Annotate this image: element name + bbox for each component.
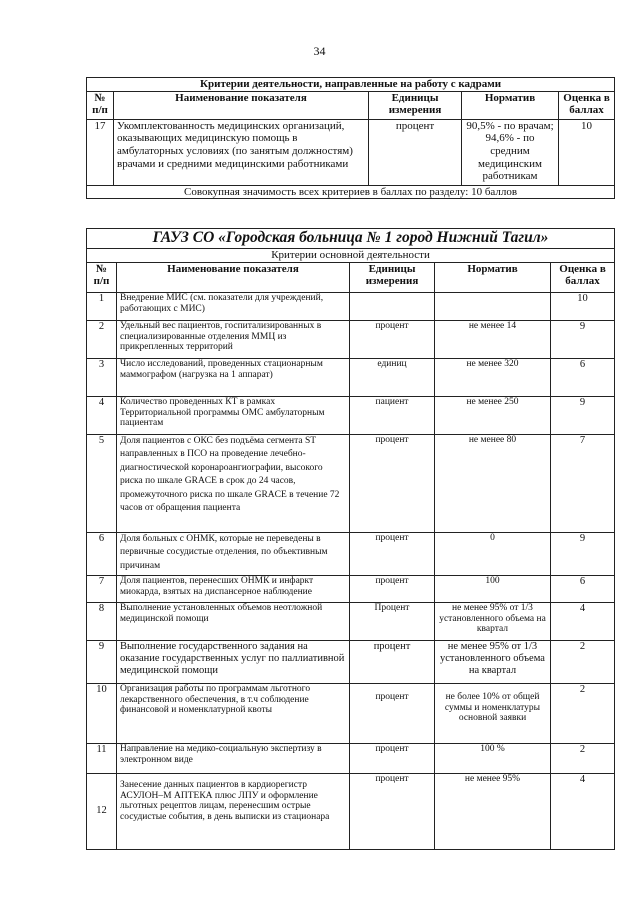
row-name: Количество проведенных КТ в рамках Территориальной программы ОМС амбулаторным пациентам — [117, 396, 350, 434]
row-norm: не менее 14 — [435, 320, 551, 358]
row-unit: процент — [350, 773, 435, 849]
row-score: 9 — [551, 396, 615, 434]
row-unit: процент — [350, 743, 435, 773]
row-unit: процент — [350, 320, 435, 358]
row-score: 2 — [551, 743, 615, 773]
row-unit: процент — [369, 119, 462, 185]
row-score: 6 — [551, 358, 615, 396]
row-norm: не менее 250 — [435, 396, 551, 434]
row-name: Доля пациентов, перенесших ОНМК и инфаркт миокарда, взятых на диспансерное наблюдение — [117, 575, 350, 602]
section1-title: Критерии деятельности, направленные на работу с кадрами — [87, 78, 615, 92]
row-score: 6 — [551, 575, 615, 602]
table-row — [87, 602, 615, 640]
row-score: 9 — [551, 532, 615, 575]
row-unit: пациент — [350, 396, 435, 434]
table-row — [87, 119, 615, 185]
section1-total: Совокупная значимость всех критериев в баллах по разделу: 10 баллов — [87, 185, 615, 199]
page-number: 34 — [313, 44, 326, 58]
row-num: 3 — [87, 358, 117, 396]
row-score: 4 — [551, 773, 615, 849]
header-norm: Норматив — [462, 91, 559, 119]
row-unit: процент — [350, 683, 435, 743]
row-unit: процент — [350, 434, 435, 532]
header-score: Оценка в баллах — [551, 262, 615, 292]
table-row — [87, 743, 615, 773]
row-num: 6 — [87, 532, 117, 575]
table-row — [87, 683, 615, 743]
row-norm: не менее 95% — [435, 773, 551, 849]
institution-title: ГАУЗ СО «Городская больница № 1 город Нижний Тагил» — [87, 229, 615, 249]
section2-subtitle: Критерии основной деятельности — [87, 249, 615, 263]
row-name: Доля пациентов с ОКС без подъёма сегмента ST направленных в ПСО на проведение лечебно-диагностической коронароангиографии, высокого риска по шкале GRACE в срок до 24 часов, промежуточного риска по шкале GRACE в течение 72 часов от обращения пациента — [117, 434, 350, 532]
row-score: 4 — [551, 602, 615, 640]
row-norm: 0 — [435, 532, 551, 575]
row-norm: 100 % — [435, 743, 551, 773]
row-name: Выполнение государственного задания на оказание государственных услуг по паллиативной медицинской помощи — [117, 640, 350, 683]
header-num: № п/п — [87, 262, 117, 292]
row-unit: единиц — [350, 358, 435, 396]
row-score: 10 — [559, 119, 615, 185]
row-score: 9 — [551, 320, 615, 358]
table-row — [87, 773, 615, 849]
staff-criteria-table — [86, 77, 615, 199]
row-num: 10 — [87, 683, 117, 743]
row-norm: не менее 95% от 1/3 установленного объема на квартал — [435, 602, 551, 640]
main-criteria-table — [86, 228, 615, 850]
row-score: 2 — [551, 640, 615, 683]
table-row — [87, 532, 615, 575]
row-name: Удельный вес пациентов, госпитализированных в специализированные отделения ММЦ из прикрепленных территорий — [117, 320, 350, 358]
table-row — [87, 396, 615, 434]
row-unit: процент — [350, 532, 435, 575]
row-unit: процент — [350, 575, 435, 602]
row-score: 10 — [551, 292, 615, 320]
row-norm: не более 10% от общей суммы и номенклатуры основной заявки — [435, 683, 551, 743]
row-num: 2 — [87, 320, 117, 358]
row-num: 12 — [87, 773, 117, 849]
row-num: 1 — [87, 292, 117, 320]
row-norm: не менее 320 — [435, 358, 551, 396]
row-norm: не менее 95% от 1/3 установленного объема на квартал — [435, 640, 551, 683]
header-score: Оценка в баллах — [559, 91, 615, 119]
row-num: 11 — [87, 743, 117, 773]
row-name: Выполнение установленных объемов неотложной медицинской помощи — [117, 602, 350, 640]
row-norm: 90,5% - по врачам; 94,6% - по средним медицинским работникам — [462, 119, 559, 185]
row-name: Укомплектованность медицинских организаций, оказывающих медицинскую помощь в амбулаторных условиях (по занятым должностям) врачами и средними медицинскими работниками — [114, 119, 369, 185]
row-score: 2 — [551, 683, 615, 743]
header-name: Наименование показателя — [117, 262, 350, 292]
row-norm — [435, 292, 551, 320]
header-unit: Единицы измерения — [369, 91, 462, 119]
row-num: 4 — [87, 396, 117, 434]
row-num: 9 — [87, 640, 117, 683]
row-norm: 100 — [435, 575, 551, 602]
row-unit — [350, 292, 435, 320]
table-row — [87, 292, 615, 320]
row-num: 17 — [87, 119, 114, 185]
header-name: Наименование показателя — [114, 91, 369, 119]
table-row — [87, 640, 615, 683]
row-name: Направление на медико-социальную экспертизу в электронном виде — [117, 743, 350, 773]
row-name: Внедрение МИС (см. показатели для учреждений, работающих с МИС) — [117, 292, 350, 320]
table-row — [87, 320, 615, 358]
row-name: Организация работы по программам льготного лекарственного обеспечения, в т.ч соблюдение финансовой и номенклатурной квоты — [117, 683, 350, 743]
row-num: 5 — [87, 434, 117, 532]
header-norm: Норматив — [435, 262, 551, 292]
header-unit: Единицы измерения — [350, 262, 435, 292]
row-norm: не менее 80 — [435, 434, 551, 532]
row-unit: процент — [350, 640, 435, 683]
table-row — [87, 434, 615, 532]
table-row — [87, 575, 615, 602]
row-unit: Процент — [350, 602, 435, 640]
row-name: Число исследований, проведенных стационарным маммографом (нагрузка на 1 аппарат) — [117, 358, 350, 396]
row-name: Занесение данных пациентов в кардиорегистр АСУЛОН–М АПТЕКА плюс ЛПУ и оформление льготных рецептов лицам, перенесшим острые сосудистые события, в день выписки из стационара — [117, 773, 350, 849]
table-row — [87, 358, 615, 396]
row-name: Доля больных с ОНМК, которые не переведены в первичные сосудистые отделения, по объективным причинам — [117, 532, 350, 575]
row-num: 7 — [87, 575, 117, 602]
header-num: № п/п — [87, 91, 114, 119]
row-score: 7 — [551, 434, 615, 532]
row-num: 8 — [87, 602, 117, 640]
